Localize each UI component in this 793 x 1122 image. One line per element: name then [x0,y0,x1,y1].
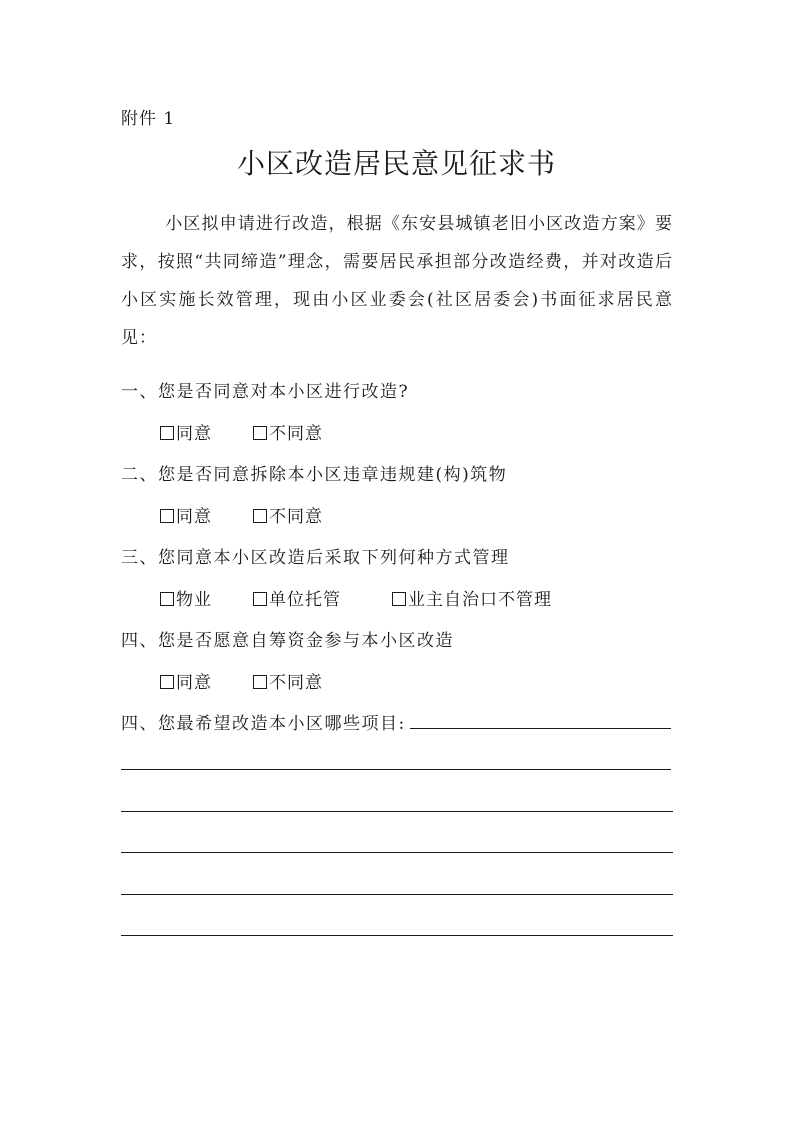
option-label: 不同意 [269,673,323,693]
option-label: 同意 [176,507,212,527]
checkbox-icon[interactable] [253,592,267,606]
attachment-label: 附件 1 [121,109,176,129]
option-agree[interactable] [160,502,212,527]
option-label: 同意 [176,424,212,444]
option-label: 同意 [176,673,212,693]
checkbox-icon[interactable] [160,426,174,440]
answer-line-inline[interactable] [410,728,671,729]
document-title: 小区改造居民意见征求书 [236,147,556,180]
option-agree[interactable] [160,668,212,693]
question-3: 三、您同意本小区改造后采取下列何种方式管理 [121,548,510,568]
open-question: 四、您最希望改造本小区哪些项目: [121,714,406,734]
answer-line-4[interactable] [121,894,673,895]
option-disagree[interactable] [253,419,323,444]
option-label: 单位托管 [269,590,341,610]
option-label: 物业 [176,590,212,610]
question-2: 二、您是否同意拆除本小区违章违规建(构)筑物 [121,465,508,485]
question-4: 四、您是否愿意自筹资金参与本小区改造 [121,631,454,651]
checkbox-icon[interactable] [253,675,267,689]
option-property-management[interactable] [160,585,212,610]
option-agree[interactable] [160,419,212,444]
option-label: 不同意 [269,507,323,527]
intro-paragraph: 小区拟申请进行改造，根据《东安县城镇老旧小区改造方案》要求，按照“共同缔造”理念，需要居民承担部分改造经费，并对改造后小区实施长效管理，现由小区业委会(社区居委会)书面征求居民意见： [121,214,673,348]
answer-line-3[interactable] [121,852,673,853]
answer-line-2[interactable] [121,811,673,812]
option-unit-custody[interactable] [253,585,341,610]
answer-line-1[interactable] [121,769,671,770]
checkbox-icon[interactable] [160,592,174,606]
checkbox-icon[interactable] [160,509,174,523]
checkbox-icon[interactable] [160,675,174,689]
checkbox-icon[interactable] [253,426,267,440]
question-1: 一、您是否同意对本小区进行改造? [121,382,410,402]
option-owner-self-governance[interactable] [392,585,552,610]
option-label: 业主自治口不管理 [408,590,552,610]
option-label: 不同意 [269,424,323,444]
answer-line-5[interactable] [121,935,673,936]
option-disagree[interactable] [253,502,323,527]
option-disagree[interactable] [253,668,323,693]
checkbox-icon[interactable] [253,509,267,523]
checkbox-icon[interactable] [392,592,406,606]
